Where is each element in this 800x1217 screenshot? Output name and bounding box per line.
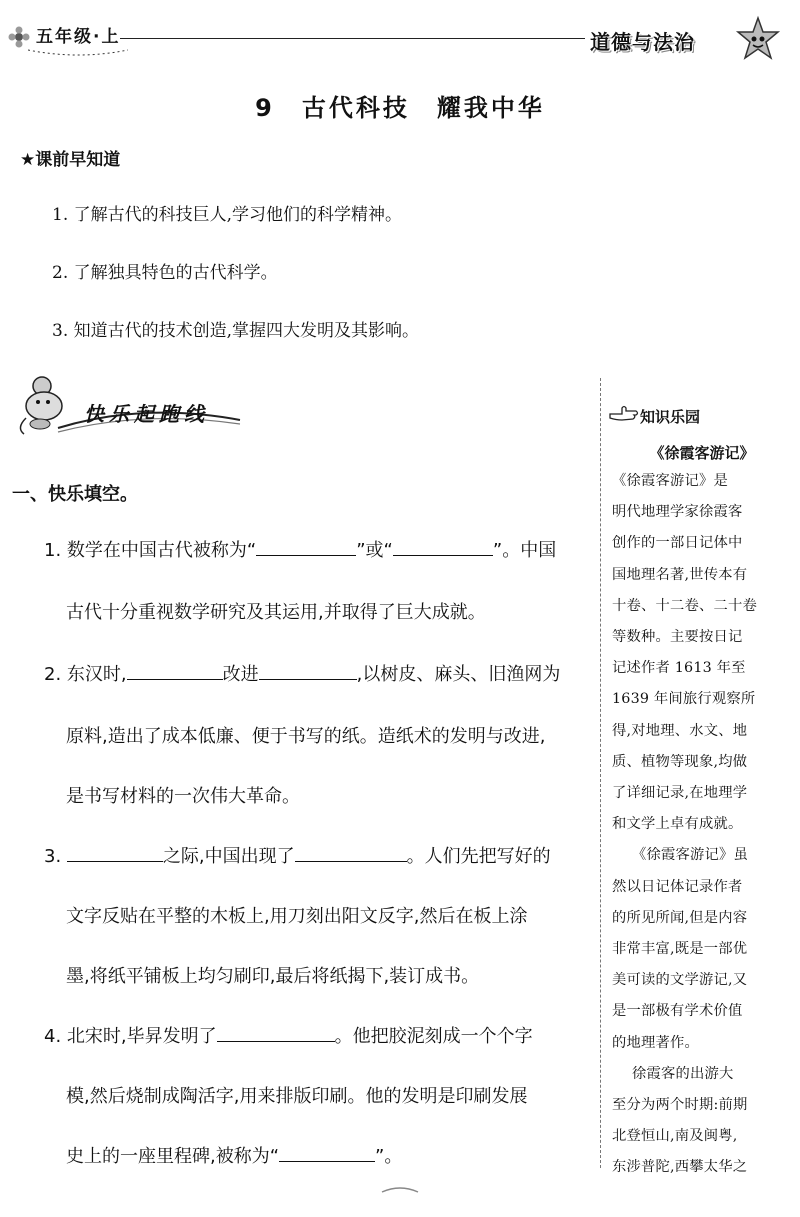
answer-blank[interactable]	[217, 1023, 335, 1042]
sidebar-title: 《徐霞客游记》	[649, 444, 755, 462]
answer-blank[interactable]	[256, 537, 356, 556]
decorative-dots	[28, 48, 128, 58]
sidebar-divider	[600, 378, 601, 1168]
question-2: 2. 东汉时, 改进 ,以树皮、麻头、旧渔网为	[44, 660, 594, 686]
sidebar-line: 是一部极有学术价值	[612, 1003, 743, 1020]
sidebar-line: 东涉普陀,西攀太华之	[612, 1159, 748, 1176]
sidebar-line: 《徐霞客游记》是	[612, 473, 728, 489]
question-4-cont: 史上的一座里程碑,被称为“ ”。	[66, 1142, 616, 1168]
header-rule	[120, 38, 585, 39]
question-2-cont: 是书写材料的一次伟大革命。	[66, 786, 300, 807]
sidebar-line: 创作的一部日记体中	[612, 535, 743, 552]
footer-ornament	[380, 1184, 420, 1196]
answer-blank[interactable]	[393, 537, 493, 556]
sidebar-line: 了详细记录,在地理学	[612, 785, 748, 801]
sidebar-line: 至分为两个时期:前期	[612, 1097, 748, 1113]
sidebar-line: 的地理著作。	[612, 1034, 699, 1051]
flower-icon	[8, 26, 30, 48]
answer-blank[interactable]	[127, 661, 223, 680]
sidebar-line: 等数种。主要按日记	[612, 629, 743, 645]
sidebar-line: 徐霞客的出游大	[632, 1065, 734, 1082]
question-4-cont: 模,然后烧制成陶活字,用来排版印刷。他的发明是印刷发展	[66, 1086, 528, 1107]
question-1: 1. 数学在中国古代被称为“ ”或“ ”。中国	[44, 536, 594, 562]
section-heading: 一、快乐填空。	[12, 484, 138, 505]
question-2-cont: 原料,造出了成本低廉、便于书写的纸。造纸术的发明与改进,	[66, 726, 546, 747]
sidebar-line: 和文学上卓有成就。	[612, 816, 743, 833]
pre-class-heading: ★课前早知道	[20, 150, 121, 170]
sidebar-line: 记述作者 1613 年至	[612, 660, 746, 677]
question-3-cont: 墨,将纸平铺板上均匀刷印,最后将纸揭下,装订成书。	[66, 966, 480, 987]
sidebar-line: 北登恒山,南及闽粤,	[612, 1128, 738, 1145]
answer-blank[interactable]	[259, 661, 357, 680]
pointing-hand-icon	[608, 402, 642, 424]
lesson-title: 9 古代科技 耀我中华	[255, 94, 545, 122]
sidebar-line: 1639 年间旅行观察所	[612, 691, 756, 708]
sidebar-heading: 知识乐园	[640, 408, 701, 426]
sidebar-line: 美可读的文学游记,又	[612, 972, 748, 989]
question-1-cont: 古代十分重视数学研究及其运用,并取得了巨大成就。	[66, 602, 486, 623]
question-3-cont: 文字反贴在平整的木板上,用刀刻出阳文反字,然后在板上涂	[66, 906, 528, 927]
mouse-icon	[20, 377, 62, 434]
sidebar-line: 得,对地理、水文、地	[612, 722, 748, 739]
sidebar-line: 《徐霞客游记》虽	[632, 847, 748, 864]
sidebar-line: 的所见所闻,但是内容	[612, 909, 748, 926]
subject-label: 道德与法治	[590, 30, 695, 54]
sidebar-line: 非常丰富,既是一部优	[612, 941, 748, 957]
answer-blank[interactable]	[279, 1143, 375, 1162]
sidebar-line: 质、植物等现象,均做	[612, 753, 748, 770]
sidebar-line: 十卷、十二卷、二十卷	[612, 597, 757, 614]
sidebar-line: 然以日记体记录作者	[612, 878, 743, 895]
goal-item: 3. 知道古代的技术创造,掌握四大发明及其影响。	[52, 321, 420, 341]
answer-blank[interactable]	[67, 843, 163, 862]
question-3: 3. 之际,中国出现了 。人们先把写好的	[44, 842, 594, 868]
goal-item: 1. 了解古代的科技巨人,学习他们的科学精神。	[52, 205, 403, 225]
goal-item: 2. 了解独具特色的古代科学。	[52, 263, 278, 283]
sidebar-line: 明代地理学家徐霞客	[612, 504, 743, 521]
answer-blank[interactable]	[295, 843, 407, 862]
banner-label: 快乐起跑线	[84, 402, 209, 426]
question-4: 4. 北宋时,毕昇发明了 。他把胶泥刻成一个个字	[44, 1022, 594, 1048]
sidebar-line: 国地理名著,世传本有	[612, 566, 748, 583]
grade-label: 五年级·上	[36, 27, 121, 47]
mascot-icon	[730, 14, 786, 70]
